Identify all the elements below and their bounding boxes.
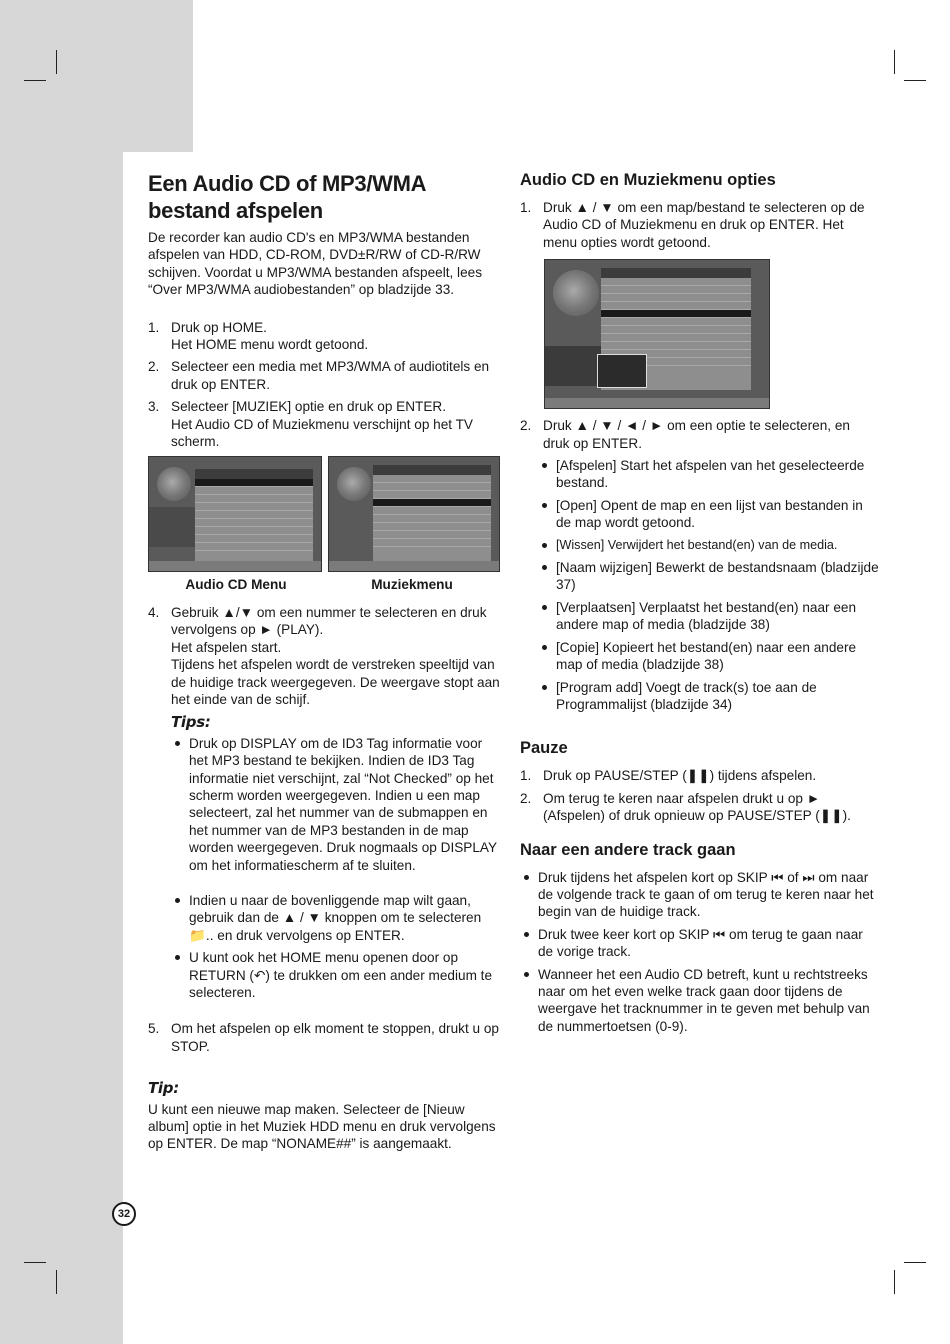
list-row <box>373 483 491 491</box>
caption-music-menu: Muziekmenu <box>371 577 453 593</box>
list-row <box>601 342 751 350</box>
option-bullets <box>538 457 880 713</box>
step-item <box>520 790 880 825</box>
list-row <box>373 499 491 507</box>
step-item <box>520 199 880 251</box>
left-column <box>148 170 500 1159</box>
screen-footer <box>329 561 499 571</box>
caption-audio-cd-menu: Audio CD Menu <box>185 577 287 593</box>
step-item <box>148 319 500 354</box>
step-text: Om terug te keren naar afspelen drukt u op ► (Afspelen) of druk opnieuw op PAUSE/STEP (❚❚). <box>543 790 851 824</box>
step-number: 4. <box>148 604 160 620</box>
list-row <box>373 531 491 539</box>
step-subtext: Het HOME menu wordt getoond. <box>171 337 369 353</box>
list-row <box>195 535 313 543</box>
steps-list <box>148 1020 500 1055</box>
option-item: [Program add] Voegt de track(s) toe aan de Programmalijst (bladzijde 34) <box>538 679 880 714</box>
list-header <box>195 469 313 479</box>
step-subtext: Het Audio CD of Muziekmenu verschijnt op het TV scherm. <box>171 416 473 450</box>
track-item: Wanneer het een Audio CD betreft, kunt u rechtstreeks naar om het even welke track gaan door tijdens de weergave het tracknummer in te geven met behulp van de nummertoetsen (0-9). <box>520 966 880 1036</box>
pause-section-title: Pauze <box>520 739 568 758</box>
list-row <box>195 527 313 535</box>
step-subtext: Tijdens het afspelen wordt de verstreken speeltijd van de huidige track weergegeven. De weergave stopt aan het einde van de schijf. <box>171 657 500 707</box>
track-item: Druk twee keer kort op SKIP ⏮ om terug te gaan naar de vorige track. <box>520 926 880 961</box>
list-row <box>195 479 313 487</box>
list-row <box>195 495 313 503</box>
track-bullets <box>520 869 880 1036</box>
screenshot-captions <box>148 576 500 593</box>
step-item <box>520 767 880 784</box>
list-row <box>601 334 751 342</box>
list-row <box>195 487 313 495</box>
page-number-badge: 32 <box>112 1202 136 1226</box>
tip-heading: Tip: <box>148 1079 179 1098</box>
step-item <box>520 417 880 452</box>
list-row <box>373 475 491 483</box>
list-row <box>601 286 751 294</box>
list-row <box>373 523 491 531</box>
list-row <box>601 326 751 334</box>
steps-list <box>148 319 500 451</box>
options-steps <box>520 417 880 452</box>
tip-item: U kunt ook het HOME menu openen door op RETURN (↶) te drukken om een ander medium te selecteren. <box>171 949 500 1001</box>
disc-icon <box>157 467 191 501</box>
music-menu-screenshot <box>328 456 500 572</box>
crop-mark <box>904 80 926 81</box>
step-number: 5. <box>148 1021 160 1037</box>
options-section-title: Audio CD en Muziekmenu opties <box>520 171 776 189</box>
step-text: Om het afspelen op elk moment te stoppen, drukt u op STOP. <box>171 1021 499 1054</box>
crop-mark <box>24 1262 46 1263</box>
page-title: Een Audio CD of MP3/WMA bestand afspelen <box>148 171 426 223</box>
list-row <box>601 294 751 302</box>
step-number: 2. <box>520 418 532 434</box>
list-row <box>195 511 313 519</box>
crop-mark <box>24 80 46 81</box>
list-row <box>601 278 751 286</box>
step-text: Druk ▲ / ▼ om een map/bestand te selecteren op de Audio CD of Muziekmenu en druk op ENTER. Het menu opties wordt getoond. <box>543 200 865 250</box>
track-section-title: Naar een andere track gaan <box>520 840 736 859</box>
option-item: [Afspelen] Start het afspelen van het geselecteerde bestand. <box>538 457 880 492</box>
pause-steps <box>520 767 880 824</box>
intro-paragraph: De recorder kan audio CD's en MP3/WMA bestanden afspelen van HDD, CD-ROM, DVD±R/RW of CD-R/RW schijven. Voordat u MP3/WMA bestanden afspeelt, lees “Over MP3/WMA audiobestanden” op bladzijde 33. <box>148 230 482 298</box>
option-item: [Copie] Kopieert het bestand(en) naar een andere map of media (bladzijde 38) <box>538 639 880 674</box>
step-text: Druk op HOME. <box>171 319 267 335</box>
right-column <box>520 170 880 1040</box>
list-row <box>601 302 751 310</box>
crop-mark <box>56 1270 57 1294</box>
disc-icon <box>553 270 599 316</box>
options-popup-menu <box>597 354 647 388</box>
crop-mark <box>56 50 57 74</box>
options-menu-screenshot <box>544 259 770 409</box>
list-row <box>373 491 491 499</box>
list-row <box>601 318 751 326</box>
tips-block <box>171 714 500 1001</box>
tip-paragraph: U kunt een nieuwe map maken. Selecteer de [Nieuw album] optie in het Muziek HDD menu en druk vervolgens op ENTER. De map “NONAME##” is aangemaakt. <box>148 1101 496 1152</box>
crop-mark <box>904 1262 926 1263</box>
track-item: Druk tijdens het afspelen kort op SKIP ⏮ of ⏭ om naar de volgende track te gaan of om terug te keren naar het begin van de huidige track. <box>520 869 880 921</box>
list-header <box>373 465 491 475</box>
step-text: Selecteer [MUZIEK] optie en druk op ENTER. <box>171 399 447 415</box>
step-item <box>148 1020 500 1055</box>
step-number: 3. <box>148 399 160 415</box>
options-side-panel <box>545 346 601 386</box>
screen-footer <box>545 398 769 408</box>
list-row <box>195 503 313 511</box>
step-number: 2. <box>148 359 160 375</box>
option-item: [Wissen] Verwijdert het bestand(en) van de media. <box>538 537 880 554</box>
crop-mark <box>894 1270 895 1294</box>
list-header <box>601 268 751 278</box>
list-row <box>373 539 491 547</box>
option-item: [Open] Opent de map en een lijst van bestanden in de map wordt getoond. <box>538 497 880 532</box>
step-item <box>148 604 500 708</box>
step-text: Gebruik ▲/▼ om een nummer te selecteren en druk vervolgens op ► (PLAY). <box>171 604 487 638</box>
track-list <box>195 469 313 561</box>
step-text: Selecteer een media met MP3/WMA of audiotitels en druk op ENTER. <box>171 359 490 392</box>
step-number: 1. <box>520 200 532 215</box>
list-row <box>601 310 751 318</box>
step-text: Druk op PAUSE/STEP (❚❚) tijdens afspelen. <box>543 768 817 784</box>
steps-list <box>148 604 500 708</box>
menu-screenshots <box>148 456 500 572</box>
option-item: [Naam wijzigen] Bewerkt de bestandsnaam (bladzijde 37) <box>538 559 880 594</box>
list-row <box>373 507 491 515</box>
crop-mark <box>894 50 895 74</box>
step-text: Druk ▲ / ▼ / ◄ / ► om een optie te selecteren, en druk op ENTER. <box>543 418 850 451</box>
list-row <box>195 543 313 551</box>
audio-cd-menu-screenshot <box>148 456 322 572</box>
tip-item: Druk op DISPLAY om de ID3 Tag informatie voor het MP3 bestand te bekijken. Indien de ID3 Tag informatie niet verschijnt, zal “Not Checked” op het scherm worden weergegeven. Indien u een map selecteert, zal het nummer van de submappen en het nummer van de MP3 bestanden in de map worden weergegeven. Druk nogmaals op DISPLAY om het informatiescherm af te sluiten. <box>171 735 500 874</box>
screen-footer <box>149 561 321 571</box>
step-number: 1. <box>520 768 532 784</box>
step-number: 2. <box>520 790 532 806</box>
tip-item: Indien u naar de bovenliggende map wilt gaan, gebruik dan de ▲ / ▼ knoppen om te selecteren 📁.. en druk vervolgens op ENTER. <box>171 892 500 944</box>
step-item <box>148 358 500 393</box>
step-subtext: Het afspelen start. <box>171 639 282 655</box>
list-row <box>373 515 491 523</box>
option-item: [Verplaatsen] Verplaatst het bestand(en) naar een andere map of media (bladzijde 38) <box>538 599 880 634</box>
tips-list <box>171 735 500 1002</box>
disc-icon <box>337 467 371 501</box>
file-list <box>373 465 491 561</box>
step-item <box>148 398 500 450</box>
list-row <box>195 519 313 527</box>
options-steps <box>520 199 880 251</box>
step-number: 1. <box>148 319 160 335</box>
tips-heading: Tips: <box>171 713 211 732</box>
